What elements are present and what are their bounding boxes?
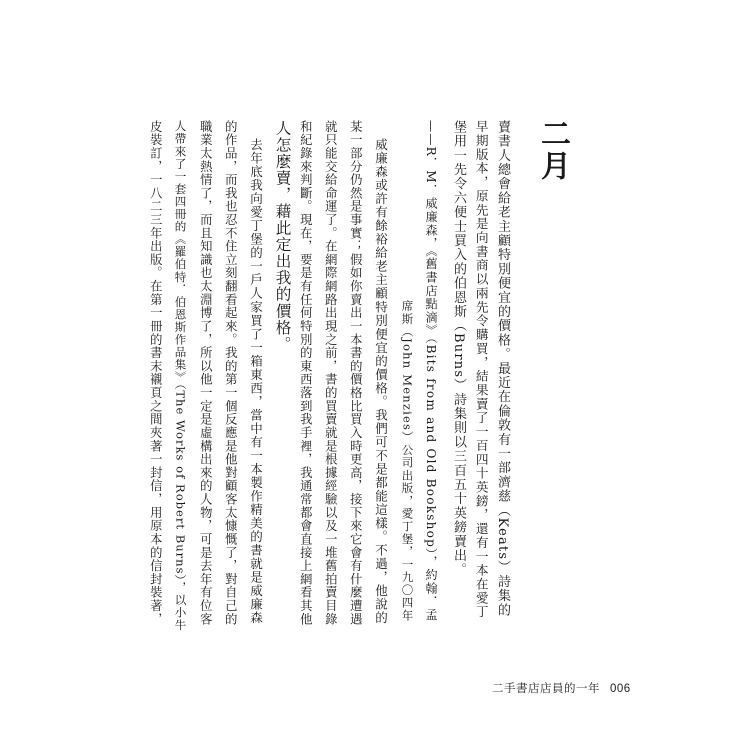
body-line: 就只能交給命運了。在網際網路出現之前，書的買賣就是根據經驗以及一堆舊拍賣目錄 [323,120,338,626]
epigraph-citation-line: ——R．M．威廉森，《舊書店點滴》（Bits from and Old Bookshop），約翰．孟 [424,120,439,622]
page-number: 006 [610,683,631,695]
body-line: 某一部分仍然是事實；假如你賣出一本書的價格比買入時更高，接下來它會有什麼遭遇 [348,120,363,626]
body-line: 皮裝訂，一八二三年出版。在第一冊的書末襯頁之間夾著一封信，用原本的信封裝著， [148,120,163,626]
epigraph-line: 賣書人總會給老主顧特別便宜的價格。最近在倫敦有一部濟慈（Keats）詩集的 [495,120,510,618]
epigraph-citation-line: 席斯（John Menzies）公司出版，愛丁堡，一九〇四年 [400,300,415,622]
running-book-title: 二手書店店員的一年 [492,681,600,695]
page-footer [492,680,631,696]
body-line: 和紀錄來判斷。現在，要是有任何特別的東西落到我手裡，我通常都會直接上網看其他 [298,120,313,626]
chapter-title: 二月 [535,118,570,182]
body-line: 人怎麼賣，藉此定出我的價格。 [273,120,292,353]
body-line: 去年底我向愛丁堡的一戶人家買了一箱東西，當中有一本製作精美的書就是威廉森 [248,138,264,625]
body-line: 的作品，而我也忍不住立刻翻看起來。我的第一個反應是他對顧客太慷慨了，對自己的 [223,120,238,626]
epigraph-line: 堡用一先令六便士買入的伯恩斯（Burns）詩集則以三百五十英鎊賣出。 [451,120,466,577]
body-line: 職業太熱情了，而且知識也太淵博了，所以他一定是虛構出來的人物，可是去年有位客 [198,120,213,626]
body-line: 威廉森或許有餘裕給老主顧特別便宜的價格。我們可不是都能這樣。不過，他說的 [373,138,389,625]
body-line: 人帶來了一套四冊的《羅伯特．伯恩斯作品集》（The Works of Robert Burns），以小牛 [173,120,188,632]
epigraph-line: 早期版本，原先是向書商以兩先令購買，結果賣了一百四十英鎊，還有一本在愛丁 [473,120,489,619]
